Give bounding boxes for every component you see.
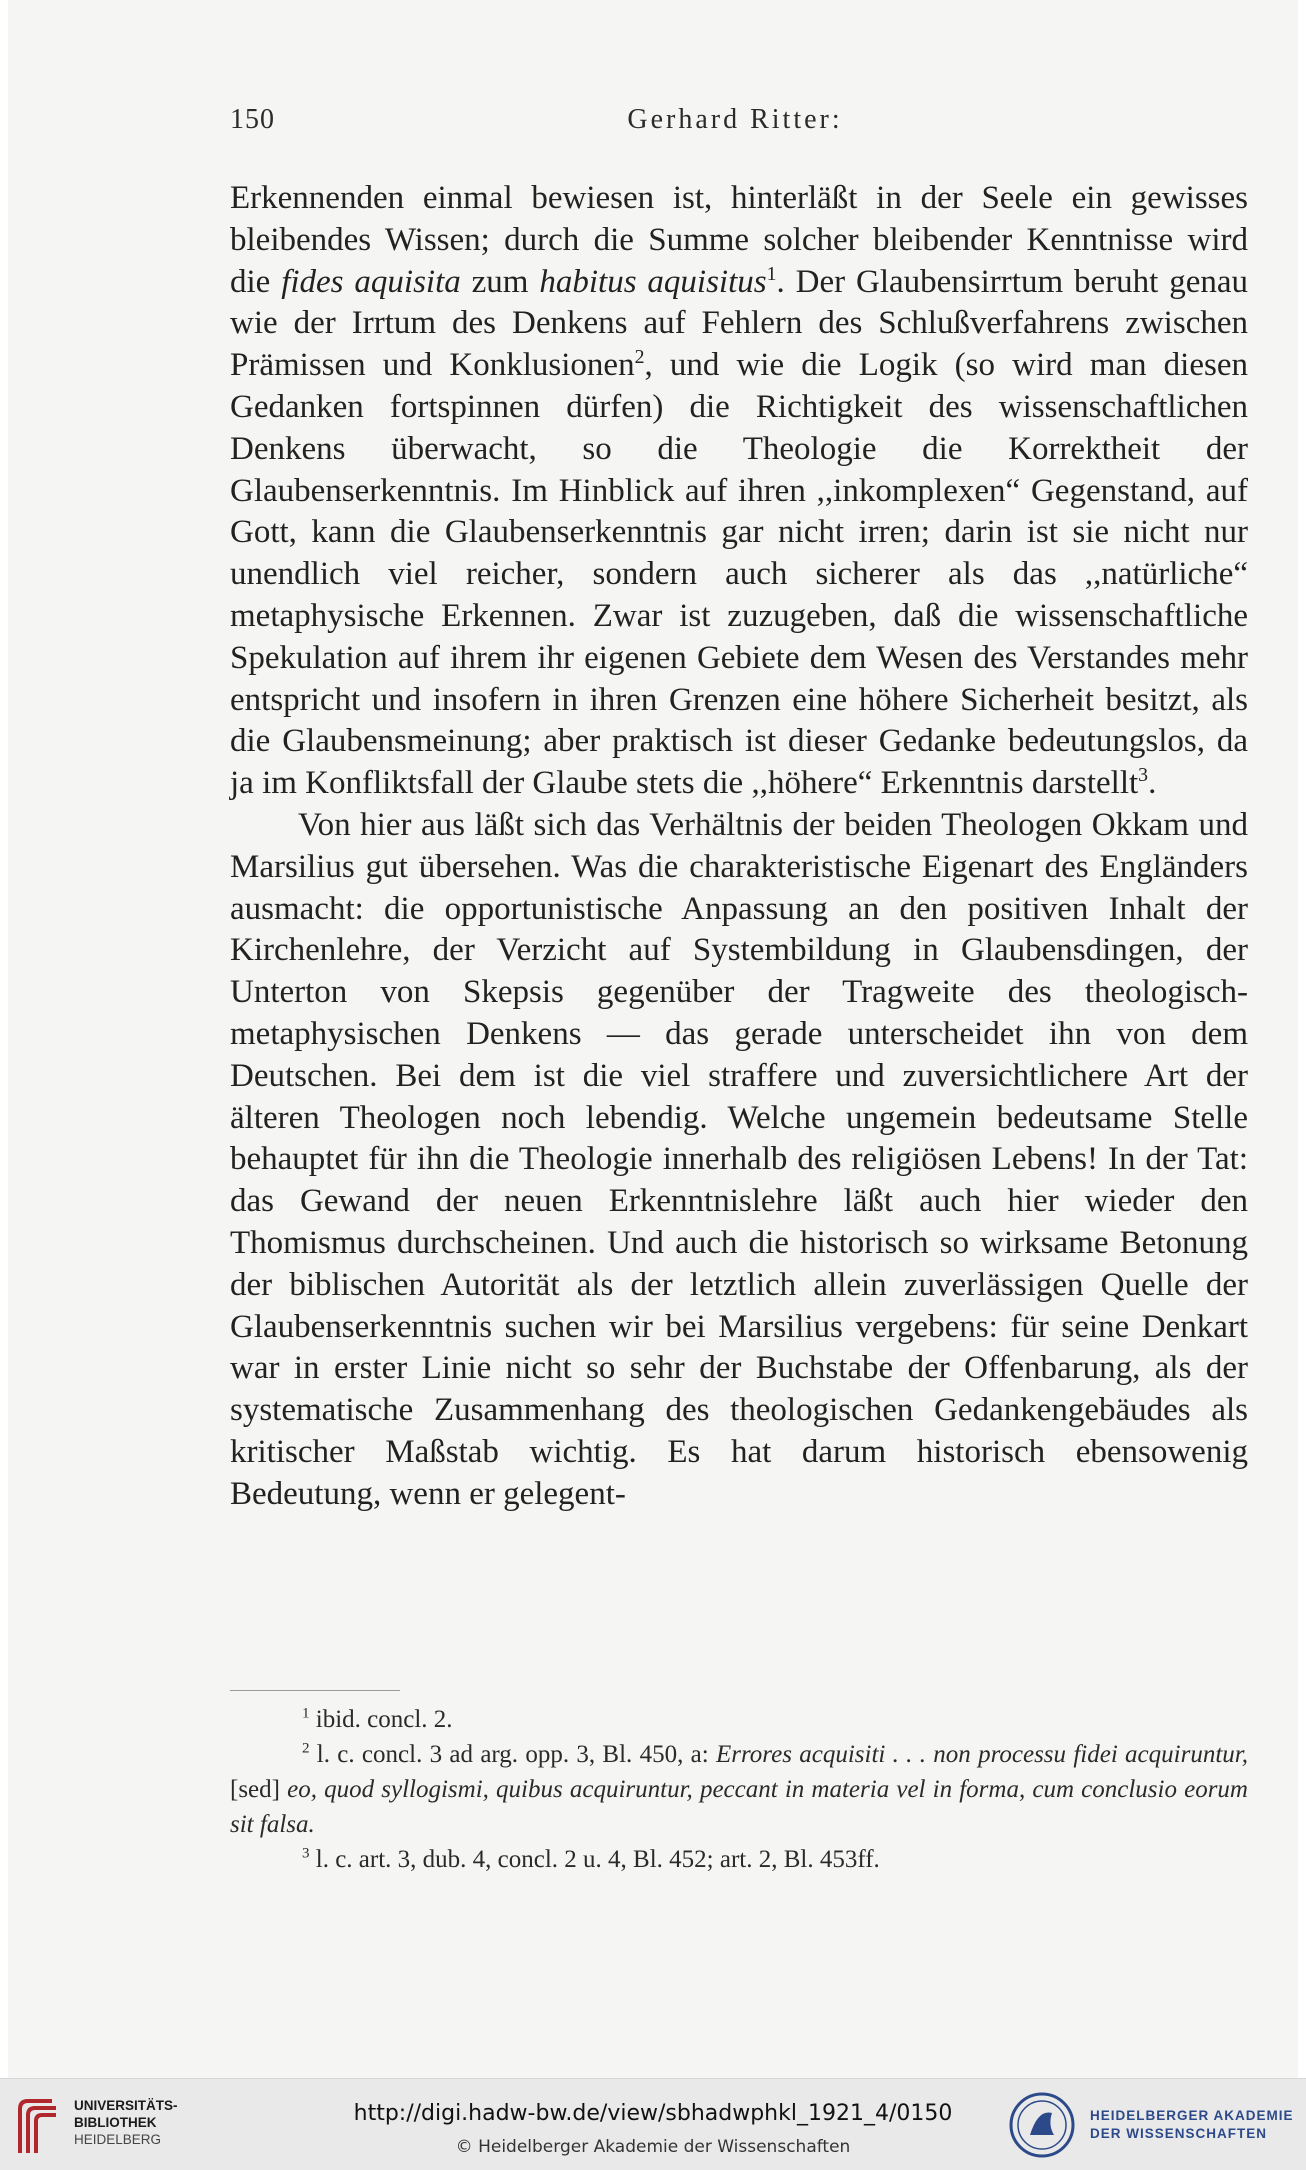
academy-seal-icon [1008, 2091, 1076, 2159]
footnote-text: [sed] [230, 1776, 280, 1803]
viewer-footer [0, 2078, 1306, 2170]
page-number: 150 [230, 104, 275, 135]
academy-name [1090, 2107, 1294, 2143]
scanned-page [8, 0, 1298, 2078]
academy-line: HEIDELBERGER AKADEMIE [1090, 2108, 1294, 2123]
footnote-quote: Errores acquisiti . . . non processu fidei acquiruntur, [716, 1741, 1248, 1768]
footnote-2 [230, 1737, 1248, 1842]
running-head-author: Gerhard Ritter: [627, 104, 843, 135]
text-run: zum [460, 263, 540, 300]
footnote-text: l. c. art. 3, dub. 4, concl. 2 u. 4, Bl. 452; art. 2, Bl. 453ff. [309, 1846, 880, 1873]
text-run: . [1148, 765, 1157, 802]
footnote-number: 2 [302, 1740, 310, 1757]
paragraph-2: Von hier aus läßt sich das Verhältnis der beiden Theologen Okkam und Marsilius gut übersehen. Was die charakteristische Eigenart des Engländers ausmacht: die opportunistische Anpassung an den positiven Inhalt der Kirchenlehre, der Verzicht auf Systembildung in Glaubensdingen, der Unterton von Skepsis gegenüber der Tragweite des theologisch-metaphysischen Denkens — das gerade unterscheidet ihn von dem Deutschen. Bei dem ist die viel straffere und zuversichtlichere Art der älteren Theologen noch lebendig. Welche ungemein bedeutsame Stelle behauptet für ihn die Theologie innerhalb des religiösen Lebens! In der Tat: das Gewand der neuen Erkenntnislehre läßt auch hier wieder den Thomismus durchscheinen. Und auch die historisch so wirksame Betonung der biblischen Autorität als der letztlich allein zuverlässigen Quelle der Glaubenserkenntnis suchen wir bei Marsilius vergebens: für seine Denkart war in erster Linie nicht so sehr der Buchstabe der Offenbarung, als der systematische Zusammenhang des theologischen Gedankengebäudes als kritischer Maßstab wichtig. Es hat darum historisch ebensowenig Bedeutung, wenn er gelegent- [230, 806, 1248, 1512]
footnote-rule [230, 1690, 400, 1691]
paragraph-1 [230, 178, 1248, 805]
footnotes [230, 1702, 1248, 1877]
library-line: UNIVERSITÄTS- [74, 2098, 178, 2113]
copyright-notice: © Heidelberger Akademie der Wissenschaften [455, 2137, 851, 2157]
footnote-number: 3 [302, 1845, 310, 1862]
academy-line: DER WISSENSCHAFTEN [1090, 2126, 1268, 2141]
library-line: BIBLIOTHEK [74, 2115, 157, 2130]
footnote-number: 1 [302, 1705, 310, 1722]
text-run: , und wie die Logik (so wird man diesen Gedanken fortspinnen dürfen) die Richtigkeit des wissenschaftlichen Denkens überwacht, so die Theologie die Korrektheit der Glaubenserkenntnis. Im Hinblick auf ihren ,,inkomplexen“ Gegenstand, auf Gott, kann die Glaubenserkenntnis gar nicht irren; darin ist sie nicht nur unendlich viel reicher, sondern auch sicherer als das ,,natürliche“ metaphysische Erkennen. Zwar ist zuzugeben, daß die wissenschaftliche Spekulation auf ihrem ihr eigenen Gebiete dem Wesen des Verstandes mehr entspricht und insofern in ihren Grenzen eine höhere Sicherheit besitzt, als die Glaubensmeinung; aber praktisch ist dieser Gedanke bedeutungslos, da ja im Konfliktsfall der Glaube stets die ,,höhere“ Erkenntnis darstellt [230, 347, 1248, 802]
footnote-quote: eo, quod syllogismi, quibus acquiruntur, peccant in materia vel in forma, cum conclusio eorum sit falsa. [230, 1776, 1248, 1838]
italic-term: habitus aquisitus [539, 263, 767, 300]
running-header [230, 104, 1240, 144]
footnote-ref-2: 2 [634, 346, 645, 369]
italic-term: fides aquisita [281, 263, 461, 300]
footnote-text: ibid. concl. 2. [309, 1706, 453, 1733]
footnote-ref-1: 1 [766, 262, 777, 285]
library-line: HEIDELBERG [74, 2132, 162, 2147]
footnote-1 [230, 1702, 1248, 1737]
permalink-url[interactable]: http://digi.hadw-bw.de/view/sbhadwphkl_1921_4/0150 [353, 2101, 953, 2126]
body-text [230, 178, 1248, 1516]
text-run: . Der Glaubensirrtum beruht genau wie der Irrtum des Denkens auf Fehlern des Schlußverfahrens zwischen Prämissen und Konklusionen [230, 263, 1248, 384]
text-run: Erkennenden einmal bewiesen ist, hinterläßt in der Seele ein gewisses bleibendes Wissen; durch die Summe solcher bleibender Kenntnisse wird die [230, 180, 1248, 300]
footnote-text: l. c. concl. 3 ad arg. opp. 3, Bl. 450, a: [309, 1741, 716, 1768]
footnote-3 [230, 1842, 1248, 1877]
footnote-ref-3: 3 [1138, 764, 1149, 787]
